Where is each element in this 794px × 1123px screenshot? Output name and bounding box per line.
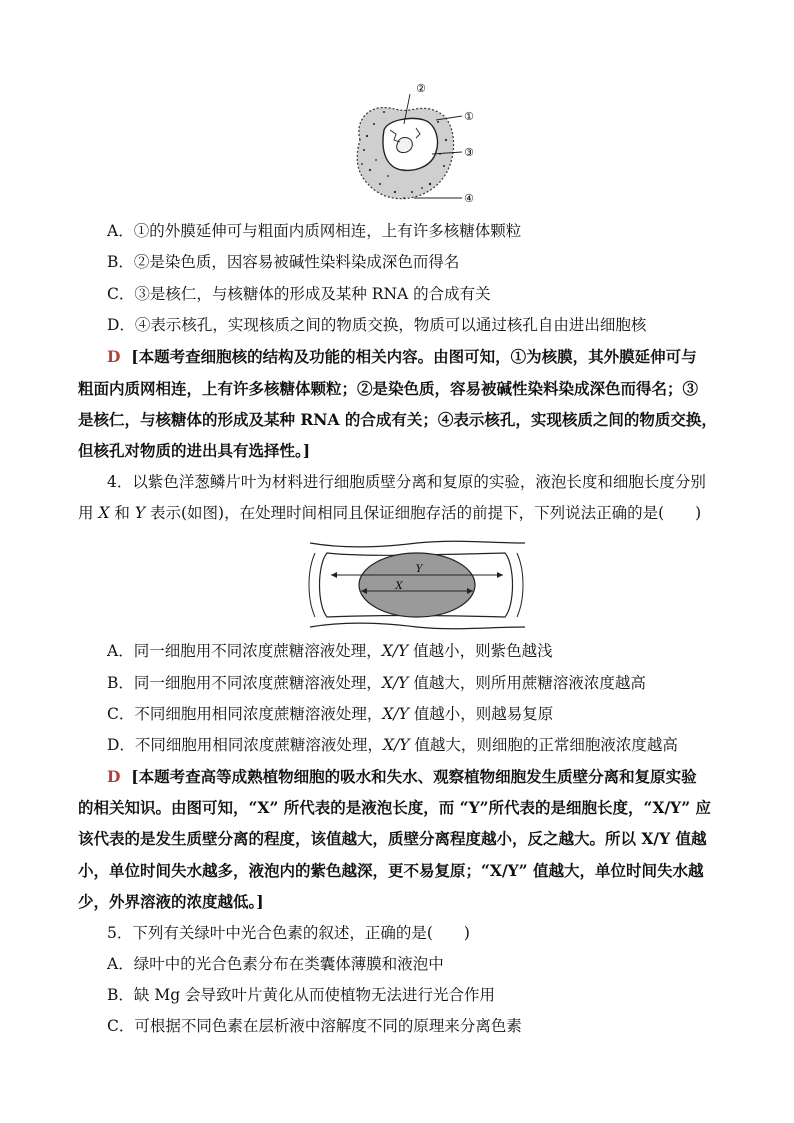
q3-explanation-1: [本题考查细胞核的结构及功能的相关内容。由图可知，①为核膜，其外膜延伸可与 [131, 347, 697, 366]
q3-option-b: B．②是染色质，因容易被碱性染料染成深色而得名 [107, 253, 460, 271]
figure-label-x: X [395, 581, 403, 592]
q4-option-c-xy: X/Y [382, 705, 409, 723]
q4-option-d-pre: D．不同细胞用相同浓度蔗糖溶液处理， [107, 736, 383, 754]
q4-option-c-post: 值越小，则越易复原 [408, 705, 554, 723]
figure-label-4: ④ [464, 192, 474, 205]
q3-explanation-3: 是核仁，与核糖体的形成及某种 RNA 的合成有关；④表示核孔，实现核质之间的物质交换， [78, 410, 717, 429]
q5-option-b: B．缺 Mg 会导致叶片黄化从而使植物无法进行光合作用 [107, 986, 496, 1004]
q3-answer-letter: D [107, 347, 121, 366]
q4-option-d-xy: X/Y [382, 736, 410, 754]
q3-explanation-2: 粗面内质网相连，上有许多核糖体颗粒；②是染色质，容易被碱性染料染成深色而得名；③ [78, 379, 699, 398]
q4-stem-text-b: 和 [109, 504, 135, 522]
q4-option-d-post: 值越大，则细胞的正常细胞液浓度越高 [409, 736, 678, 754]
q4-option-c-pre: C．不同细胞用相同浓度蔗糖溶液处理， [107, 705, 383, 723]
q5-option-a: A．绿叶中的光合色素分布在类囊体薄膜和液泡中 [107, 955, 444, 973]
q4-stem-text-c: 表示(如图)，在处理时间相同且保证细胞存活的前提下，下列说法正确的是( ) [145, 504, 702, 522]
q4-option-a [107, 641, 553, 661]
q3-option-a: A．①的外膜延伸可与粗面内质网相连，上有许多核糖体颗粒 [107, 222, 522, 240]
q4-option-c [107, 704, 553, 724]
q4-option-d [107, 735, 678, 755]
figure-label-1: ① [464, 110, 474, 123]
q5-option-c: C．可根据不同色素在层析液中溶解度不同的原理来分离色素 [107, 1017, 522, 1035]
q4-stem-line1: 4．以紫色洋葱鳞片叶为材料进行细胞质壁分离和复原的实验，液泡长度和细胞长度分别 [107, 473, 706, 491]
q4-option-a-pre: A．同一细胞用不同浓度蔗糖溶液处理， [107, 642, 382, 660]
q4-answer-line1 [107, 767, 697, 787]
q4-explanation-1: [本题考查高等成熟植物细胞的吸水和失水、观察植物细胞发生质壁分离和复原实验 [131, 767, 697, 786]
q4-explanation-5: 少，外界溶液的浓度越低。] [78, 892, 264, 911]
q4-option-b-post: 值越大，则所用蔗糖溶液浓度越高 [408, 674, 646, 692]
figure-label-3: ③ [464, 146, 474, 159]
q4-option-b [107, 673, 646, 693]
q4-stem-y: Y [134, 504, 146, 522]
q4-option-a-xy: X/Y [381, 642, 409, 660]
q4-explanation-2: 的相关知识。由图可知，“X” 所代表的是液泡长度，而 “Y”所代表的是细胞长度，“X/Y” 应 [78, 798, 712, 817]
q4-answer-letter: D [107, 767, 121, 786]
plasmolysis-figure [305, 535, 530, 635]
q4-stem-line2 [78, 503, 701, 523]
nucleus-figure [340, 80, 500, 210]
q4-option-a-post: 值越小，则紫色越浅 [408, 642, 553, 660]
q4-option-b-xy: X/Y [381, 674, 409, 692]
q3-explanation-4: 但核孔对物质的进出具有选择性。] [78, 441, 311, 460]
q4-stem-text-a: 用 [78, 504, 99, 522]
figure-label-y: Y [415, 564, 423, 575]
q3-option-d: D．④表示核孔，实现核质之间的物质交换，物质可以通过核孔自由进出细胞核 [107, 316, 647, 334]
q4-explanation-3: 该代表的是发生质壁分离的程度，该值越大，质壁分离程度越小，反之越大。所以 X/Y 值越 [78, 829, 707, 848]
q5-stem: 5．下列有关绿叶中光合色素的叙述，正确的是( ) [107, 924, 470, 942]
q4-stem-x: X [98, 504, 110, 522]
q3-answer-line1 [107, 347, 697, 367]
figure-label-2: ② [416, 82, 426, 95]
q4-option-b-pre: B．同一细胞用不同浓度蔗糖溶液处理， [107, 674, 382, 692]
q4-explanation-4: 小，单位时间失水越多，液泡内的紫色越深，更不易复原；“X/Y” 值越大，单位时间失水越 [78, 861, 704, 880]
q3-option-c: C．③是核仁，与核糖体的形成及某种 RNA 的合成有关 [107, 285, 491, 303]
